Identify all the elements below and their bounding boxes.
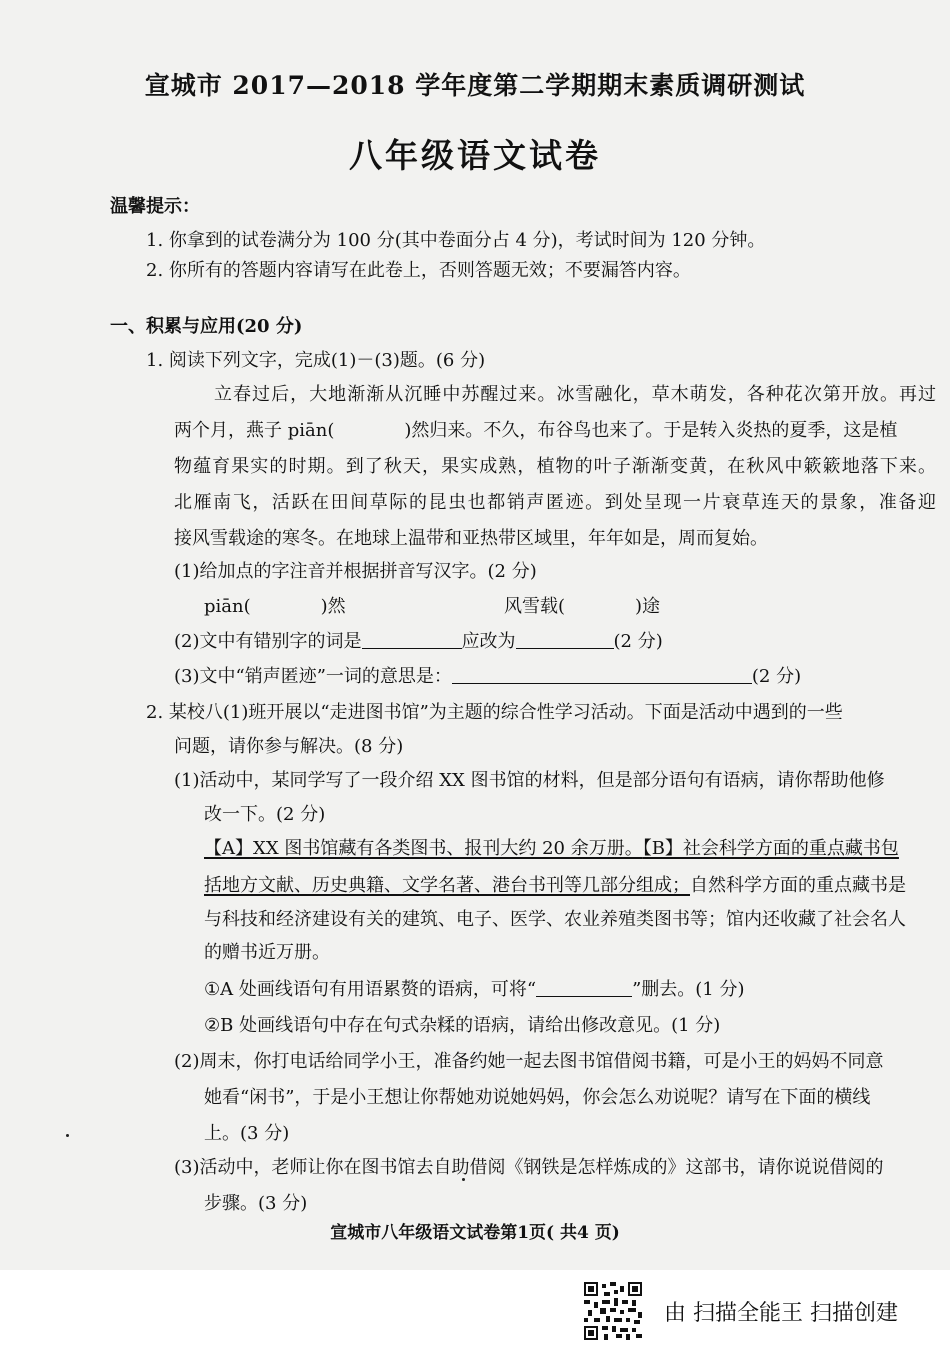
q2-choice-2: ②B 处画线语句中存在句式杂糅的语病，请给出修改意见。(1 分)	[204, 1015, 721, 1036]
blank-wrong-word[interactable]	[362, 630, 462, 649]
choice-1-score: ”删去。(1 分)	[632, 979, 745, 1000]
scanner-watermark-bar	[0, 1270, 950, 1345]
passage-line-2-b: )然归来。不久，布谷鸟也来了。于是转入炎热的夏季，这是植	[404, 420, 898, 441]
question-2-stem-2: 问题，请你参与解决。(8 分)	[174, 736, 404, 757]
q1-sub-1-answer-b	[504, 592, 660, 618]
tips-heading: 温馨提示：	[110, 196, 200, 217]
sub3-text: (3)文中“销声匿迹”一词的意思是：	[174, 666, 452, 687]
q2-sub-3-line-2: 步骤。(3 分)	[204, 1193, 308, 1214]
question-2-stem-1: 2. 某校八(1)班开展以“走进图书馆”为主题的综合性学习活动。下面是活动中遇到的一些	[146, 702, 843, 723]
choice-1-text: ①A 处画线语句有用语累赘的语病，可将“	[204, 979, 537, 1000]
q1-sub-3	[174, 662, 801, 688]
material-text-plain: 自然科学方面的重点藏书是	[690, 875, 906, 896]
material-line-3: 与科技和经济建设有关的建筑、电子、医学、农业养殖类图书等；馆内还收藏了社会名人	[204, 909, 906, 930]
section-heading: 一、积累与应用(20 分)	[110, 316, 303, 337]
qr-code-icon	[584, 1282, 642, 1340]
passage-line-1: 立春过后，大地渐渐从沉睡中苏醒过来。冰雪融化，草木萌发，各种花次第开放。再过	[214, 384, 936, 405]
sub3-score: (2 分)	[751, 666, 802, 687]
sub2-score: (2 分)	[613, 631, 663, 652]
material-sentence-a: 【A】XX 图书馆藏有各类图书、报刊大约 20 余万册。	[204, 838, 643, 859]
q1-sub-1: (1)给加点的字注音并根据拼音写汉字。(2 分)	[174, 561, 537, 582]
q1-sub-1-answer-a	[204, 592, 346, 618]
passage-line-5: 接风雪载途的寒冬。在地球上温带和亚热带区域里，年年如是，周而复始。	[174, 528, 768, 549]
sub1-b-close: )途	[635, 596, 661, 617]
scanner-credit-text: 由 扫描全能王 扫描创建	[664, 1301, 898, 1326]
sub1-a-close: )然	[320, 596, 346, 617]
scan-speck	[462, 1178, 465, 1181]
sub2-text-b: 应改为	[461, 631, 516, 652]
q2-sub-3-line-1: (3)活动中，老师让你在图书馆去自助借阅《钢铁是怎样炼成的》这部书，请你说说借阅的	[174, 1157, 884, 1178]
q2-sub-2-line-2: 她看“闲书”，于是小王想让你帮她劝说她妈妈，你会怎么劝说呢？请写在下面的横线	[204, 1087, 871, 1108]
blank-redundant-word[interactable]	[536, 978, 632, 997]
passage-line-2-a: 两个月，燕子 piān(	[174, 420, 335, 441]
material-sentence-b-start: 【B】社会科学方面的重点藏书包	[642, 838, 899, 859]
q2-choice-1	[204, 975, 744, 1001]
scan-speck	[66, 1134, 69, 1137]
passage-line-3: 物蕴育果实的时期。到了秋天，果实成熟，植物的叶子渐渐变黄，在秋风中簌簌地落下来。	[174, 456, 936, 477]
blank-meaning[interactable]	[452, 665, 752, 684]
q2-sub-1-line-1: (1)活动中，某同学写了一段介绍 XX 图书馆的材料，但是部分语句有语病，请你帮助他修	[174, 770, 885, 791]
page-footer: 宣城市八年级语文试卷第1页( 共4 页)	[330, 1223, 620, 1243]
sub1-b-open: 风雪载(	[504, 596, 566, 617]
material-line-1	[204, 834, 899, 860]
sub2-text-a: (2)文中有错别字的词是	[174, 631, 362, 652]
sub1-a-open: piān(	[204, 596, 251, 617]
tip-item-1: 1. 你拿到的试卷满分为 100 分(其中卷面分占 4 分)，考试时间为 120 分钟。	[146, 230, 766, 251]
blank-correct-word[interactable]	[516, 630, 614, 649]
q2-sub-1-line-2: 改一下。(2 分)	[204, 804, 326, 825]
exam-subtitle: 八年级语文试卷	[349, 136, 601, 175]
tip-item-2: 2. 你所有的答题内容请写在此卷上，否则答题无效；不要漏答内容。	[146, 260, 691, 281]
passage-line-2	[174, 416, 897, 442]
material-line-2	[204, 871, 906, 897]
q2-sub-2-line-1: (2)周末，你打电话给同学小王，准备约她一起去图书馆借阅书籍，可是小王的妈妈不同意	[174, 1051, 884, 1072]
exam-title: 宣城市 2017—2018 学年度第二学期期末素质调研测试	[144, 71, 806, 100]
question-1-stem: 1. 阅读下列文字，完成(1)－(3)题。(6 分)	[146, 350, 486, 371]
q2-sub-2-line-3: 上。(3 分)	[204, 1123, 290, 1144]
passage-line-4: 北雁南飞，活跃在田间草际的昆虫也都销声匿迹。到处呈现一片衰草连天的景象，准备迎	[174, 492, 936, 513]
material-line-4: 的赠书近万册。	[204, 942, 330, 963]
material-sentence-b-end: 括地方文献、历史典籍、文学名著、港台书刊等几部分组成；	[204, 875, 690, 896]
q1-sub-2	[174, 627, 663, 653]
